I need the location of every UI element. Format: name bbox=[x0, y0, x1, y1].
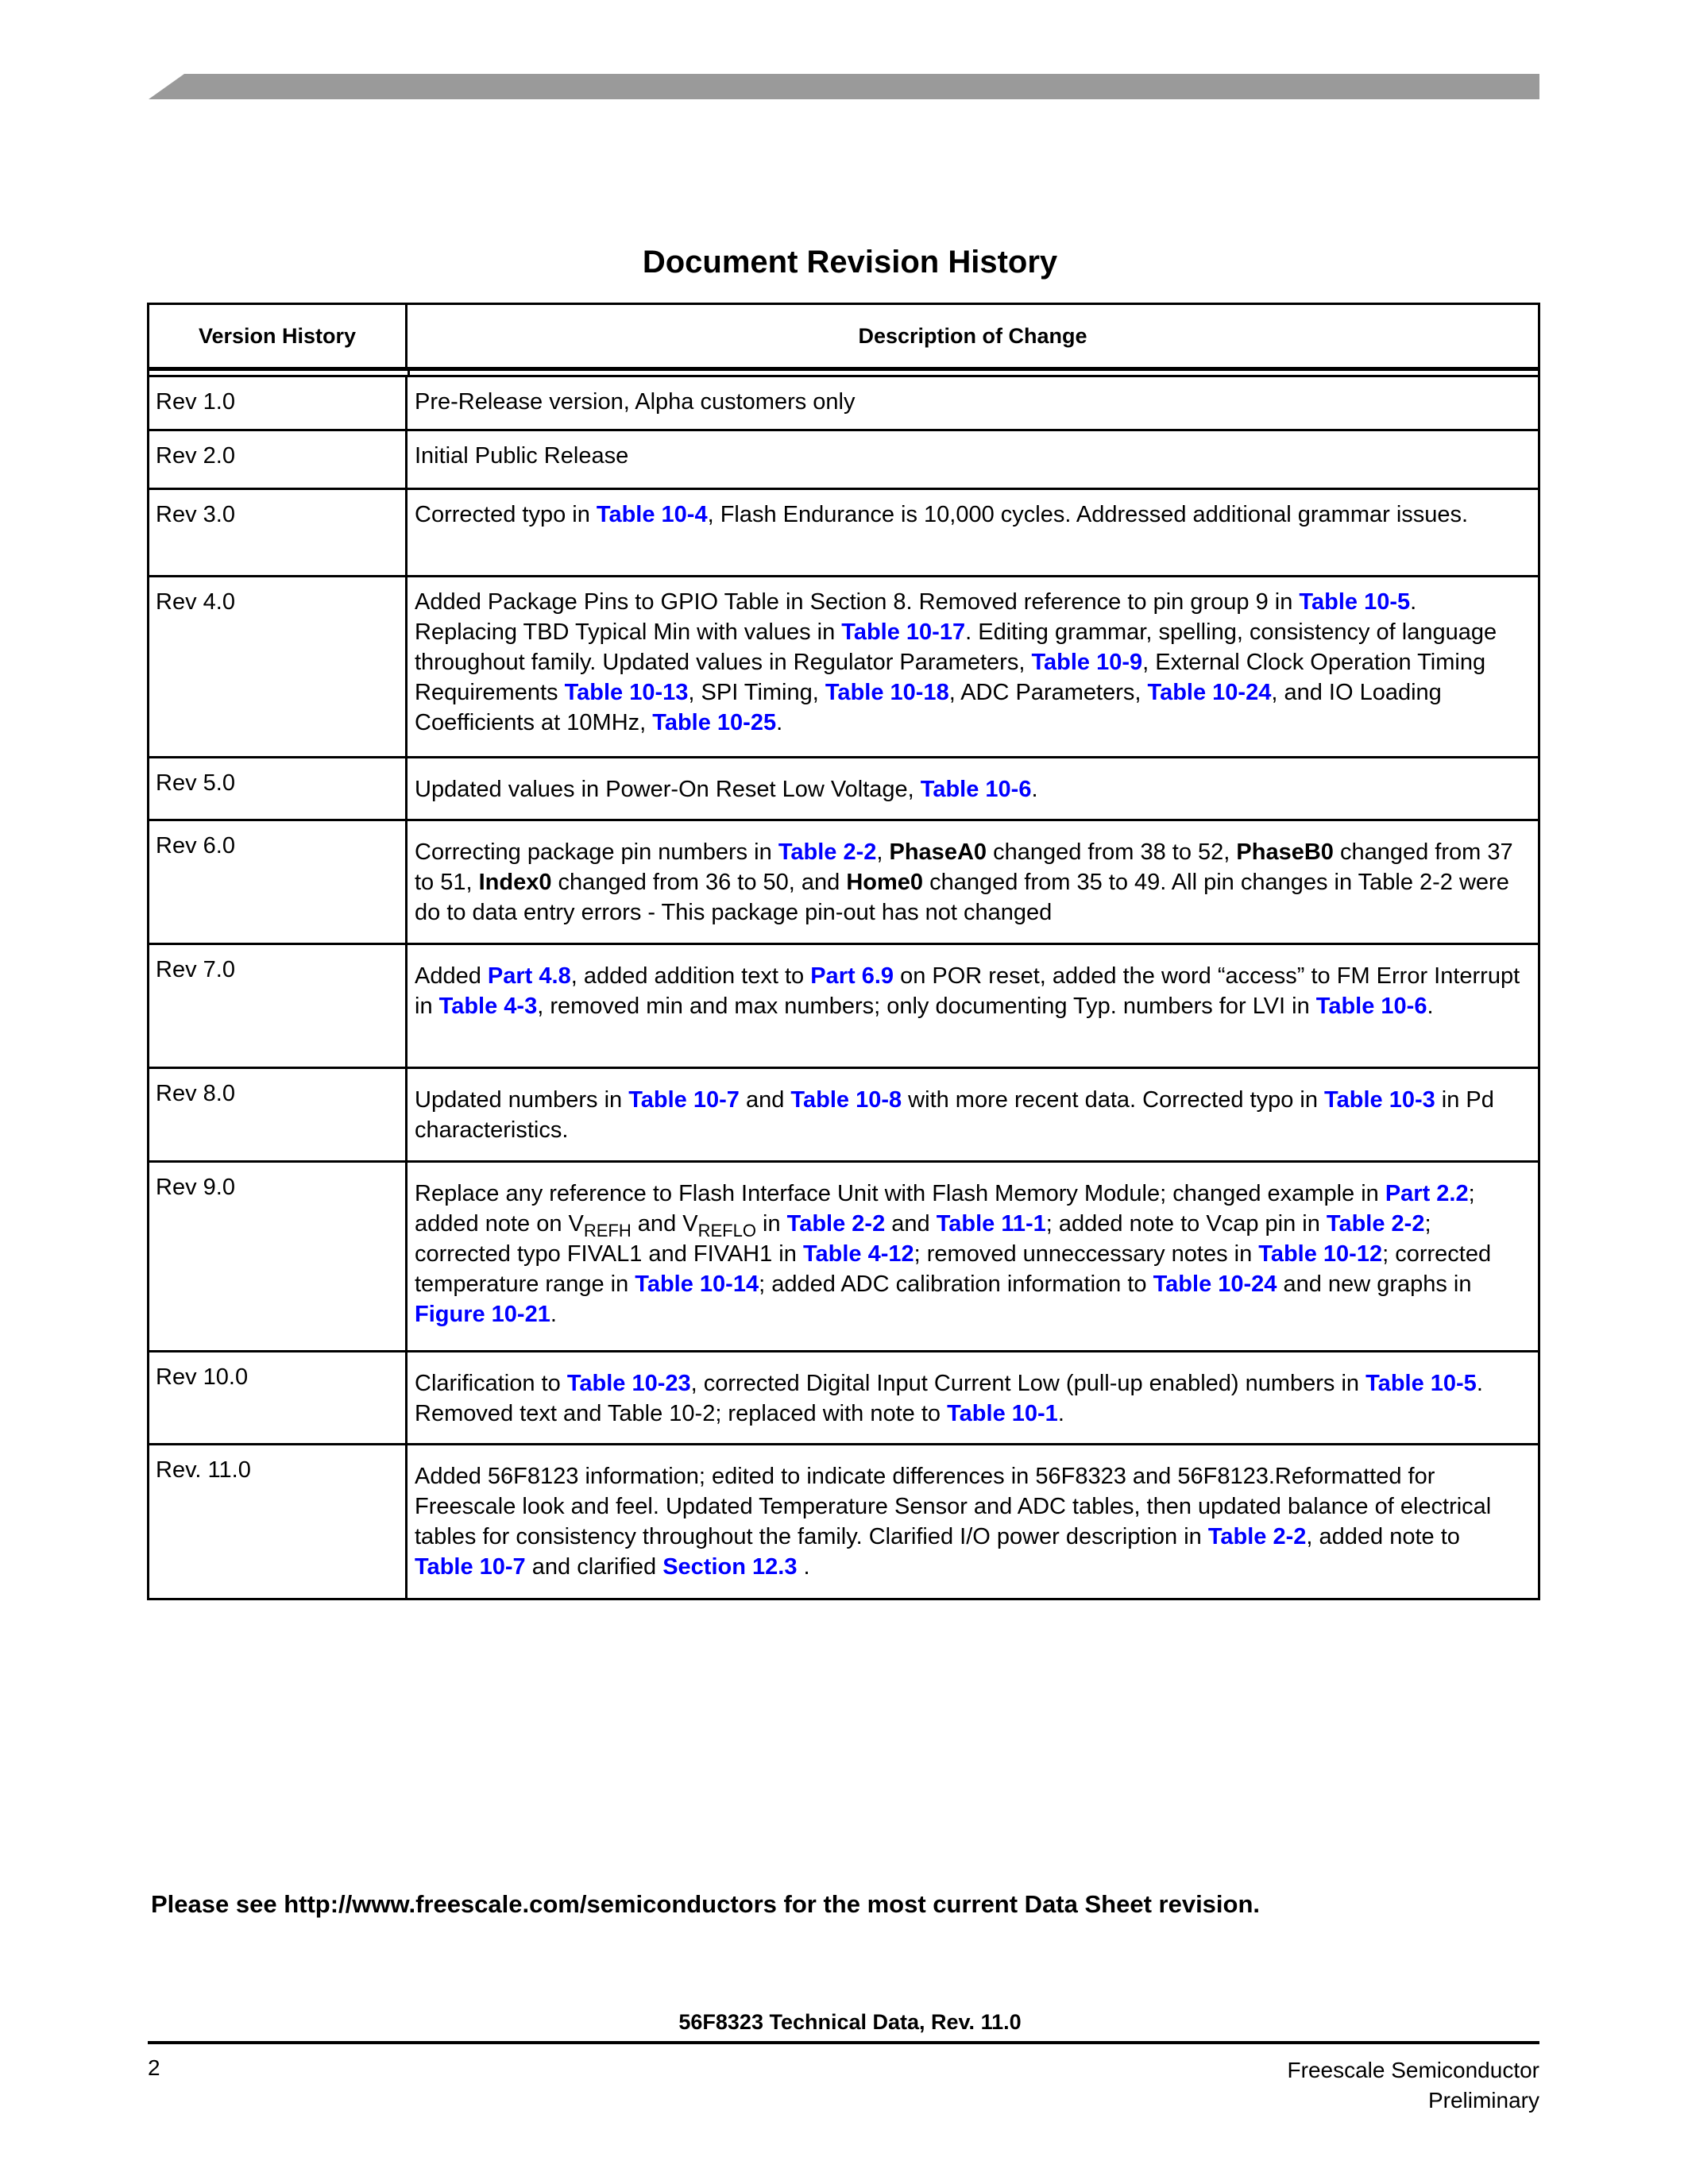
description-cell bbox=[408, 1352, 1538, 1443]
version-cell: Rev 4.0 bbox=[149, 577, 408, 756]
version-cell: Rev 5.0 bbox=[149, 758, 408, 819]
description-text: changed from 35 to 49. All pin changes in Table 2-2 were do to data entry errors - This package pin-out has not changed bbox=[415, 870, 1509, 925]
description-text: , Flash Endurance is 10,000 cycles. Addressed additional grammar issues. bbox=[707, 502, 1469, 527]
cross-reference-link[interactable]: Table 4-12 bbox=[802, 1241, 914, 1267]
description-text: and new graphs in bbox=[1277, 1271, 1472, 1297]
cross-reference-link[interactable]: Table 10-25 bbox=[652, 710, 777, 735]
description-text: . Removed text and Table 10-2; replaced with note to bbox=[415, 1371, 1483, 1426]
table-row bbox=[149, 1163, 1538, 1352]
table-row bbox=[149, 377, 1538, 431]
table-row bbox=[149, 577, 1538, 758]
signal-name: Index0 bbox=[478, 870, 552, 895]
description-cell bbox=[408, 1163, 1538, 1350]
description-text: . Replacing TBD Typical Min with values in bbox=[415, 589, 1417, 645]
description-text: with more recent data. Corrected typo in bbox=[902, 1087, 1325, 1113]
version-cell: Rev 8.0 bbox=[149, 1069, 408, 1160]
revision-history-table bbox=[147, 303, 1540, 1600]
table-row bbox=[149, 758, 1538, 821]
table-body bbox=[149, 377, 1538, 1598]
header-bar-shape bbox=[149, 74, 1539, 99]
cross-reference-link[interactable]: Table 10-18 bbox=[825, 680, 949, 705]
cross-reference-link[interactable]: Table 10-14 bbox=[635, 1271, 759, 1297]
footer-status: Preliminary bbox=[1427, 2088, 1539, 2113]
version-cell: Rev 3.0 bbox=[149, 490, 408, 575]
cross-reference-link[interactable]: Table 10-17 bbox=[841, 619, 966, 645]
description-text: ; added ADC calibration information to bbox=[759, 1271, 1153, 1297]
cross-reference-link[interactable]: Table 2-2 bbox=[1207, 1524, 1307, 1549]
subscript-text: REFH bbox=[583, 1221, 632, 1241]
footer-divider bbox=[148, 2041, 1539, 2044]
table-row bbox=[149, 490, 1538, 577]
cross-reference-link[interactable]: Table 10-5 bbox=[1299, 589, 1411, 615]
description-text: Pre-Release version, Alpha customers only bbox=[415, 389, 856, 415]
description-cell bbox=[408, 377, 1538, 429]
cross-reference-link[interactable]: Table 10-7 bbox=[628, 1087, 740, 1113]
cross-reference-link[interactable]: Table 2-2 bbox=[1326, 1211, 1425, 1237]
description-text: Added bbox=[415, 963, 488, 989]
cross-reference-link[interactable]: Table 10-24 bbox=[1147, 680, 1272, 705]
footer-company: Freescale Semiconductor bbox=[1287, 2058, 1539, 2082]
description-text: Updated values in Power-On Reset Low Voltage, bbox=[415, 777, 921, 802]
description-text: changed from 36 to 50, and bbox=[551, 870, 847, 895]
description-text: and bbox=[739, 1087, 791, 1113]
cross-reference-link[interactable]: Figure 10-21 bbox=[415, 1302, 550, 1327]
signal-name: PhaseA0 bbox=[889, 839, 987, 865]
description-text: ; removed unneccessary notes in bbox=[914, 1241, 1259, 1267]
description-text: on POR reset, added the word “access” to FM Error Interrupt in bbox=[415, 963, 1520, 1019]
datasheet-notice: Please see http://www.freescale.com/semiconductors for the most current Data Sheet revision. bbox=[151, 1890, 1261, 1918]
description-text: ; corrected typo FIVAL1 and FIVAH1 in bbox=[415, 1211, 1431, 1267]
footer-right bbox=[1288, 2055, 1539, 2116]
description-text: Corrected typo in bbox=[415, 502, 597, 527]
table-row bbox=[149, 821, 1538, 945]
description-text: . bbox=[1057, 1401, 1064, 1426]
cross-reference-link[interactable]: Table 4-3 bbox=[438, 994, 538, 1019]
version-cell: Rev 6.0 bbox=[149, 821, 408, 943]
version-cell: Rev 2.0 bbox=[149, 431, 408, 488]
description-text: , added note to bbox=[1306, 1524, 1460, 1549]
description-text: . bbox=[550, 1302, 557, 1327]
description-cell bbox=[408, 490, 1538, 575]
signal-name: Home0 bbox=[846, 870, 924, 895]
cross-reference-link[interactable]: Part 2.2 bbox=[1385, 1181, 1469, 1206]
description-text: . bbox=[797, 1554, 810, 1580]
signal-name: PhaseB0 bbox=[1236, 839, 1334, 865]
cross-reference-link[interactable]: Table 2-2 bbox=[786, 1211, 886, 1237]
description-cell bbox=[408, 1069, 1538, 1160]
description-text: ; added note to Vcap pin in bbox=[1045, 1211, 1327, 1237]
column-header-description: Description of Change bbox=[858, 324, 1087, 348]
description-text: . bbox=[1031, 777, 1038, 802]
description-text: , corrected Digital Input Current Low (pull-up enabled) numbers in bbox=[690, 1371, 1366, 1396]
version-cell: Rev 7.0 bbox=[149, 945, 408, 1067]
cross-reference-link[interactable]: Table 10-9 bbox=[1031, 650, 1143, 675]
description-text: , SPI Timing, bbox=[688, 680, 825, 705]
description-cell bbox=[408, 758, 1538, 819]
table-row bbox=[149, 945, 1538, 1069]
version-cell: Rev 10.0 bbox=[149, 1352, 408, 1443]
description-text: and bbox=[885, 1211, 937, 1237]
description-text: , added addition text to bbox=[570, 963, 811, 989]
table-header-row bbox=[149, 305, 1538, 367]
page-title: Document Revision History bbox=[642, 245, 1058, 280]
cross-reference-link[interactable]: Table 11-1 bbox=[936, 1211, 1046, 1237]
description-text: and V bbox=[631, 1211, 698, 1237]
description-text: , ADC Parameters, bbox=[948, 680, 1148, 705]
table-row bbox=[149, 1352, 1538, 1445]
cross-reference-link[interactable]: Table 10-3 bbox=[1324, 1087, 1435, 1113]
cross-reference-link[interactable]: Table 10-12 bbox=[1258, 1241, 1383, 1267]
cross-reference-link[interactable]: Table 10-7 bbox=[415, 1554, 526, 1580]
cross-reference-link[interactable]: Table 10-6 bbox=[920, 777, 1032, 802]
description-text: Updated numbers in bbox=[415, 1087, 629, 1113]
cross-reference-link[interactable]: Table 2-2 bbox=[778, 839, 877, 865]
description-text: , removed min and max numbers; only documenting Typ. numbers for LVI in bbox=[537, 994, 1316, 1019]
cross-reference-link[interactable]: Table 10-6 bbox=[1315, 994, 1427, 1019]
description-text: . bbox=[1427, 994, 1434, 1019]
description-text: . Editing grammar, spelling, consistency of language throughout family. Updated values in Regulator Parameters, bbox=[415, 619, 1497, 675]
description-text: Correcting package pin numbers in bbox=[415, 839, 778, 865]
subscript-text: REFLO bbox=[697, 1221, 756, 1241]
footer-document-title: 56F8323 Technical Data, Rev. 11.0 bbox=[678, 2010, 1022, 2034]
description-text: . bbox=[776, 710, 783, 735]
version-cell: Rev 1.0 bbox=[149, 377, 408, 429]
description-cell bbox=[408, 1445, 1538, 1598]
description-text: Initial Public Release bbox=[415, 443, 629, 469]
column-header-version: Version History bbox=[149, 305, 408, 367]
description-text: and clarified bbox=[525, 1554, 663, 1580]
description-text: ; added note on V bbox=[415, 1181, 1475, 1237]
cross-reference-link[interactable]: Part 6.9 bbox=[810, 963, 894, 989]
description-text: changed from 38 to 52, bbox=[987, 839, 1237, 865]
description-text: changed from 37 to 51, bbox=[415, 839, 1513, 895]
cross-reference-link[interactable]: Table 10-1 bbox=[947, 1401, 1058, 1426]
description-text: ; corrected temperature range in bbox=[415, 1241, 1492, 1297]
header-bar bbox=[149, 74, 1539, 99]
description-text: , and IO Loading Coefficients at 10MHz, bbox=[415, 680, 1442, 735]
version-cell: Rev 9.0 bbox=[149, 1163, 408, 1350]
cross-reference-link[interactable]: Section 12.3 bbox=[662, 1554, 798, 1580]
cross-reference-link[interactable]: Part 4.8 bbox=[487, 963, 571, 989]
cross-reference-link[interactable]: Table 10-8 bbox=[790, 1087, 902, 1113]
page-number: 2 bbox=[148, 2055, 160, 2080]
header-separator bbox=[149, 367, 1538, 377]
description-cell bbox=[408, 431, 1538, 488]
cross-reference-link[interactable]: Table 10-24 bbox=[1153, 1271, 1277, 1297]
table-row bbox=[149, 431, 1538, 490]
description-text: Added 56F8123 information; edited to indicate differences in 56F8323 and 56F8123.Reformatted for Freescale look and feel. Updated Temperature Sensor and ADC tables, then updated balance of electrical tables for consistency throughout the family. Clarified I/O power description in bbox=[415, 1464, 1492, 1549]
description-text: Replace any reference to Flash Interface Unit with Flash Memory Module; changed example in bbox=[415, 1181, 1385, 1206]
table-row bbox=[149, 1069, 1538, 1163]
description-text: , External Clock Operation Timing Requirements bbox=[415, 650, 1486, 705]
table-row bbox=[149, 1445, 1538, 1598]
cross-reference-link[interactable]: Table 10-5 bbox=[1365, 1371, 1477, 1396]
cross-reference-link[interactable]: Table 10-4 bbox=[596, 502, 708, 527]
description-text: in bbox=[755, 1211, 787, 1237]
description-text: , bbox=[876, 839, 890, 865]
cross-reference-link[interactable]: Table 10-23 bbox=[566, 1371, 691, 1396]
description-cell bbox=[408, 577, 1538, 756]
description-cell bbox=[408, 945, 1538, 1067]
version-cell: Rev. 11.0 bbox=[149, 1445, 408, 1598]
description-cell bbox=[408, 821, 1538, 943]
description-text: Added Package Pins to GPIO Table in Section 8. Removed reference to pin group 9 in bbox=[415, 589, 1300, 615]
description-text: in Pd characteristics. bbox=[415, 1087, 1494, 1143]
description-text: Clarification to bbox=[415, 1371, 567, 1396]
cross-reference-link[interactable]: Table 10-13 bbox=[564, 680, 689, 705]
